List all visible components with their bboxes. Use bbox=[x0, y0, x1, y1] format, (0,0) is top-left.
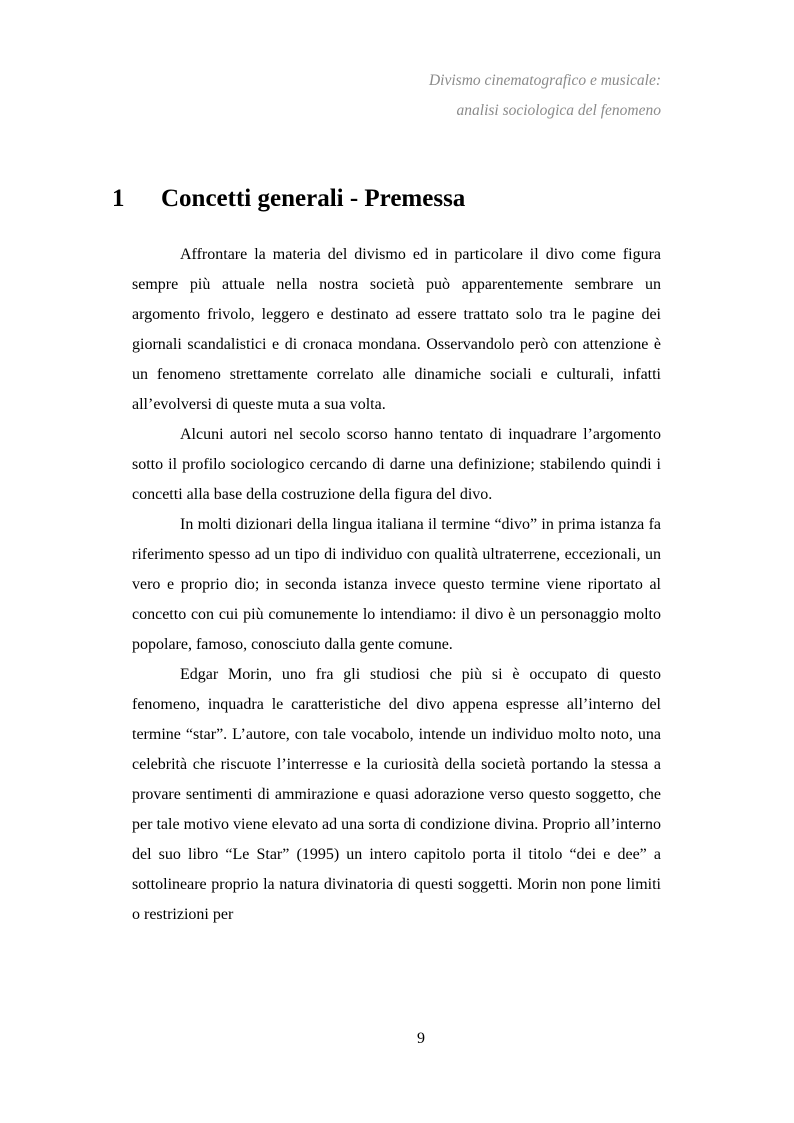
paragraph-morin: Edgar Morin, uno fra gli studiosi che più si è occupato di questo fenomeno, inquadra le caratteristiche del divo appena espresse all’interno del termine “star”. L’autore, con tale vocabolo, intende un individuo molto noto, una celebrità che riscuote l’interresse e la curiosità della società portando la stessa a provare sentimenti di ammirazione e quasi adorazione verso questo soggetto, che per tale motivo viene elevato ad una sorta di condizione divina. Proprio all’interno del suo libro “Le Star” (1995) un intero capitolo porta il titolo “dei e dee” a sottolineare proprio la natura divinatoria di questi soggetti. Morin non pone limiti o restrizioni per bbox=[132, 666, 661, 923]
chapter-title: Concetti generali - Premessa bbox=[161, 185, 466, 212]
running-header-line-1: Divismo cinematografico e musicale: bbox=[428, 72, 661, 89]
page-number: 9 bbox=[417, 1030, 425, 1047]
paragraph-dictionaries: In molti dizionari della lingua italiana il termine “divo” in prima istanza fa riferimento spesso ad un tipo di individuo con qualità ultraterrene, eccezionali, un vero e proprio dio; in seconda istanza invece questo termine viene riportato al concetto con cui più comunemente lo intendiamo: il divo è un personaggio molto popolare, famoso, conosciuto dalla gente comune. bbox=[132, 516, 661, 653]
paragraph-authors: Alcuni autori nel secolo scorso hanno tentato di inquadrare l’argomento sotto il profilo sociologico cercando di darne una definizione; stabilendo quindi i concetti alla base della costruzione della figura del divo. bbox=[132, 426, 661, 503]
chapter-number: 1 bbox=[112, 185, 125, 212]
running-header-line-2: analisi sociologica del fenomeno bbox=[456, 102, 661, 119]
body-text bbox=[132, 240, 661, 930]
paragraph-intro: Affrontare la materia del divismo ed in particolare il divo come figura sempre più attuale nella nostra società può apparentemente sembrare un argomento frivolo, leggero e destinato ad essere trattato solo tra le pagine dei giornali scandalistici e di cronaca mondana. Osservandolo però con attenzione è un fenomeno strettamente correlato alle dinamiche sociali e culturali, infatti all’evolversi di queste muta a sua volta. bbox=[132, 246, 661, 413]
chapter-heading bbox=[112, 181, 465, 217]
running-header bbox=[141, 66, 661, 126]
